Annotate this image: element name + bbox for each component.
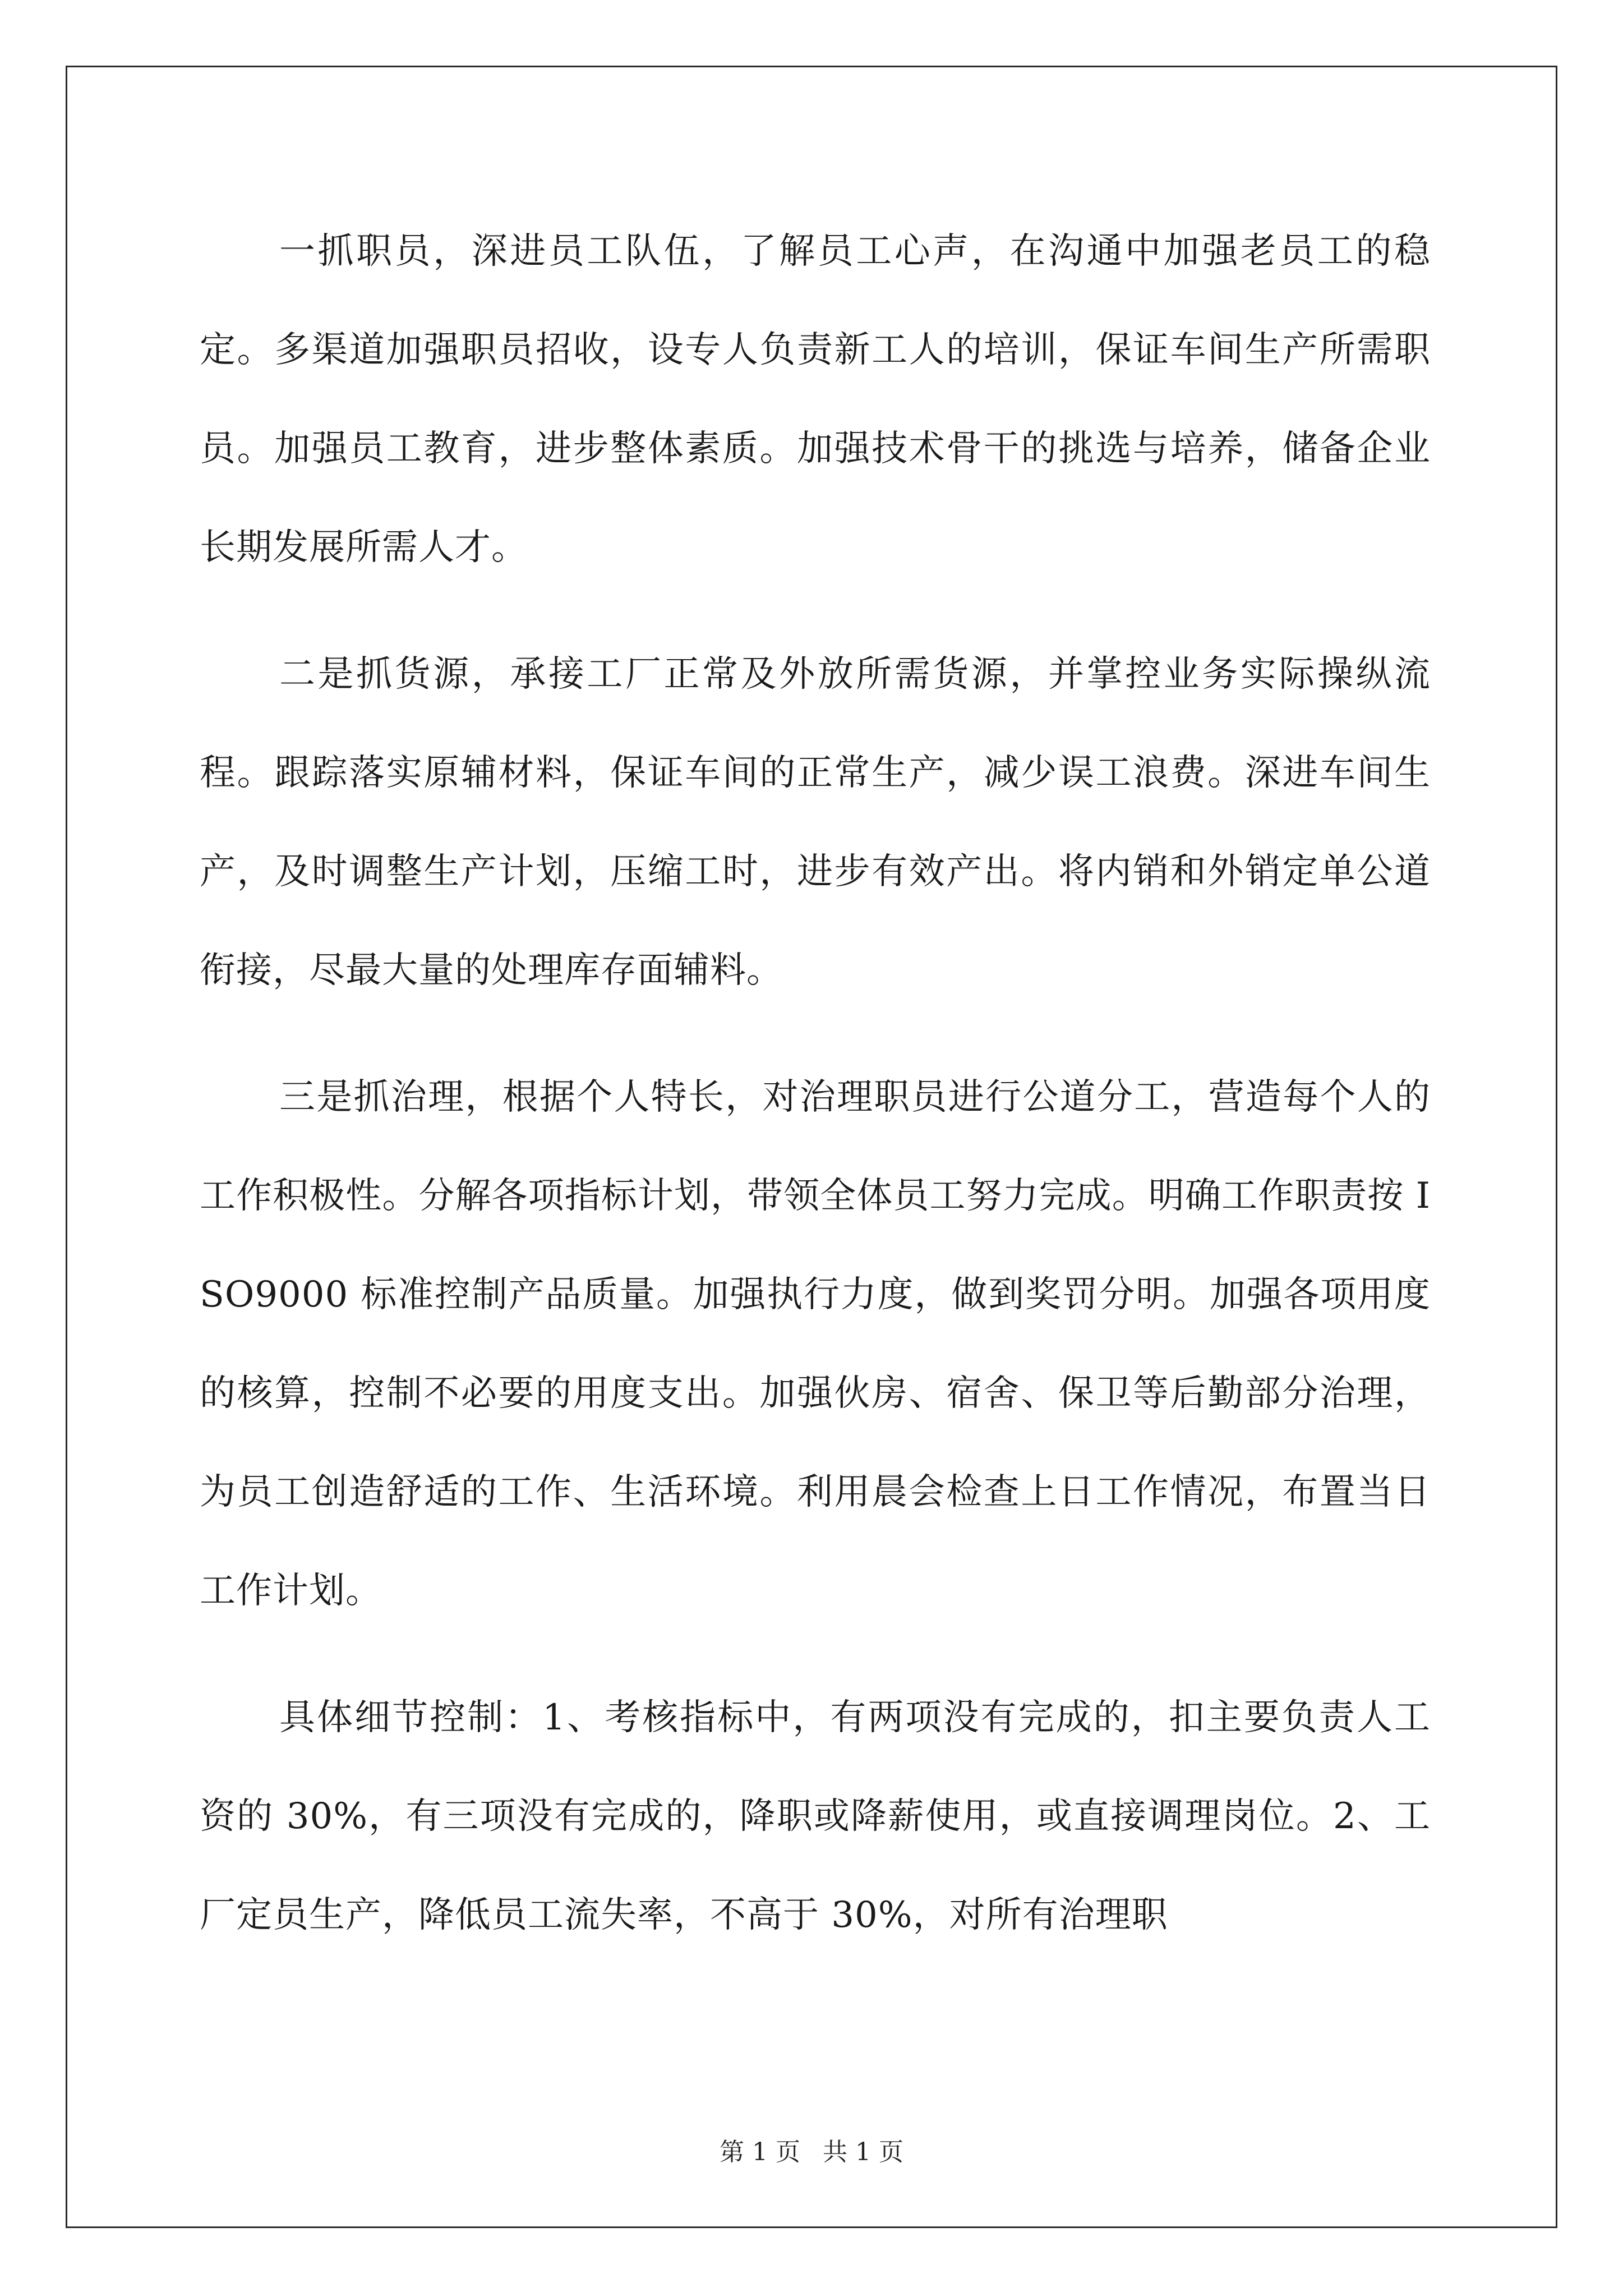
page-footer: [0, 2136, 1623, 2169]
paragraph-2: 二是抓货源，承接工厂正常及外放所需货源，并掌控业务实际操纵流程。跟踪落实原辅材料，保证车间的正常生产，减少误工浪费。深进车间生产，及时调整生产计划，压缩工时，进步有效产出。将内销和外销定单公道衔接，尽最大量的处理库存面辅料。: [200, 654, 1431, 991]
paragraph-3: 三是抓治理，根据个人特长，对治理职员进行公道分工，营造每个人的工作积极性。分解各项指标计划，带领全体员工努力完成。明确工作职责按 ISO9000 标准控制产品质量。加强执行力度，做到奖罚分明。加强各项用度的核算，控制不必要的用度支出。加强伙房、宿舍、保卫等后勤部分治理，为员工创造舒适的工作、生活环境。利用晨会检查上日工作情况，布置当日工作计划。: [200, 1076, 1431, 1612]
page-total: 共 1 页: [823, 2138, 903, 2166]
paragraph-1: 一抓职员，深进员工队伍，了解员工心声，在沟通中加强老员工的稳定。多渠道加强职员招收，设专人负责新工人的培训，保证车间生产所需职员。加强员工教育，进步整体素质。加强技术骨干的挑选与培养，储备企业长期发展所需人才。: [200, 231, 1431, 568]
page-number: 第 1 页: [720, 2138, 800, 2166]
paragraph-4: 具体细节控制：1、考核指标中，有两项没有完成的，扣主要负责人工资的 30%，有三项没有完成的，降职或降薪使用，或直接调理岗位。2、工厂定员生产，降低员工流失率，不高于 30%，对所有治理职: [200, 1697, 1431, 1936]
document-body: [200, 202, 1431, 1993]
